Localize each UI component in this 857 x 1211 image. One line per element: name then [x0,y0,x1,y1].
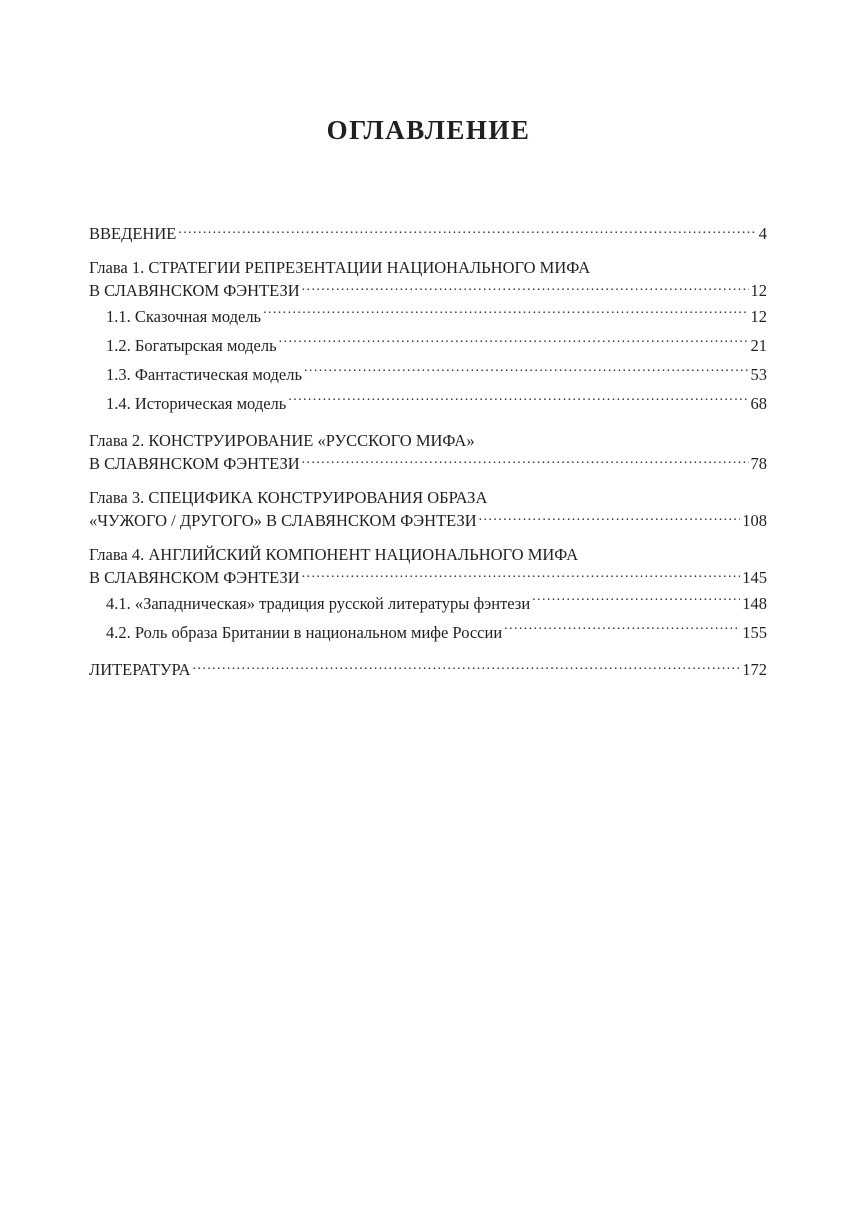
dot-leader [304,364,748,381]
toc-entry-chapter-4[interactable] [89,543,767,589]
toc-entry-label-continued: В СЛАВЯНСКОМ ФЭНТЕЗИ [89,454,300,473]
toc-entry-section-4-2[interactable] [89,618,767,647]
toc-entry-label-continued: В СЛАВЯНСКОМ ФЭНТЕЗИ [89,281,300,300]
dot-leader [479,510,741,527]
toc-entry-label: Глава 2. КОНСТРУИРОВАНИЕ «РУССКОГО МИФА» [89,431,475,450]
dot-leader [193,659,741,676]
toc-page-number: 78 [750,454,767,473]
toc-entry-label-continued: В СЛАВЯНСКОМ ФЭНТЕЗИ [89,568,300,587]
toc-page-number: 145 [742,568,767,587]
toc-entry-section-1-1[interactable] [89,302,767,331]
toc-entry-label: 1.2. Богатырская модель [106,336,277,355]
toc-entry-chapter-1[interactable] [89,256,767,302]
toc-entry-label-continued: «ЧУЖОГО / ДРУГОГО» В СЛАВЯНСКОМ ФЭНТЕЗИ [89,511,477,530]
toc-page-number: 21 [750,336,767,355]
toc-entry-introduction[interactable] [89,222,767,245]
toc-entry-chapter-2[interactable] [89,429,767,475]
toc-page-number: 148 [742,594,767,613]
toc-page-number: 155 [742,623,767,642]
toc-page-number: 68 [750,394,767,413]
toc-entry-label: ЛИТЕРАТУРА [89,660,191,679]
toc-page-number: 12 [750,307,767,326]
toc-entry-section-1-4[interactable] [89,389,767,418]
dot-leader [302,280,749,297]
toc-entry-label: 1.1. Сказочная модель [106,307,262,326]
dot-leader [302,453,749,470]
toc-entry-section-4-1[interactable] [89,589,767,618]
toc-entry-label: 1.3. Фантастическая модель [106,365,303,384]
table-of-contents [89,222,767,681]
toc-entry-label: Глава 1. СТРАТЕГИИ РЕПРЕЗЕНТАЦИИ НАЦИОНАЛЬНОГО МИФА [89,258,591,277]
toc-entry-chapter-3[interactable] [89,486,767,532]
dot-leader [279,335,749,352]
toc-entry-section-1-3[interactable] [89,360,767,389]
toc-entry-bibliography[interactable] [89,658,767,681]
toc-entry-label: Глава 3. СПЕЦИФИКА КОНСТРУИРОВАНИЯ ОБРАЗА [89,488,488,507]
dot-leader [532,593,740,610]
page-title: ОГЛАВЛЕНИЕ [326,115,531,146]
toc-page-number: 108 [742,511,767,530]
toc-entry-label: 4.2. Роль образа Британии в национальном мифе России [106,623,503,642]
toc-page-number: 12 [750,281,767,300]
toc-page-number: 172 [742,660,767,679]
toc-entry-section-1-2[interactable] [89,331,767,360]
toc-entry-label: ВВЕДЕНИЕ [89,224,177,243]
toc-page-number: 4 [758,224,767,243]
toc-entry-label: 4.1. «Западническая» традиция русской литературы фэнтези [106,594,531,613]
toc-entry-label: Глава 4. АНГЛИЙСКИЙ КОМПОНЕНТ НАЦИОНАЛЬНОГО МИФА [89,545,579,564]
dot-leader [178,223,756,240]
dot-leader [263,306,748,323]
toc-entry-label: 1.4. Историческая модель [106,394,287,413]
toc-page-number: 53 [750,365,767,384]
dot-leader [288,393,748,410]
dot-leader [504,622,740,639]
dot-leader [302,567,741,584]
